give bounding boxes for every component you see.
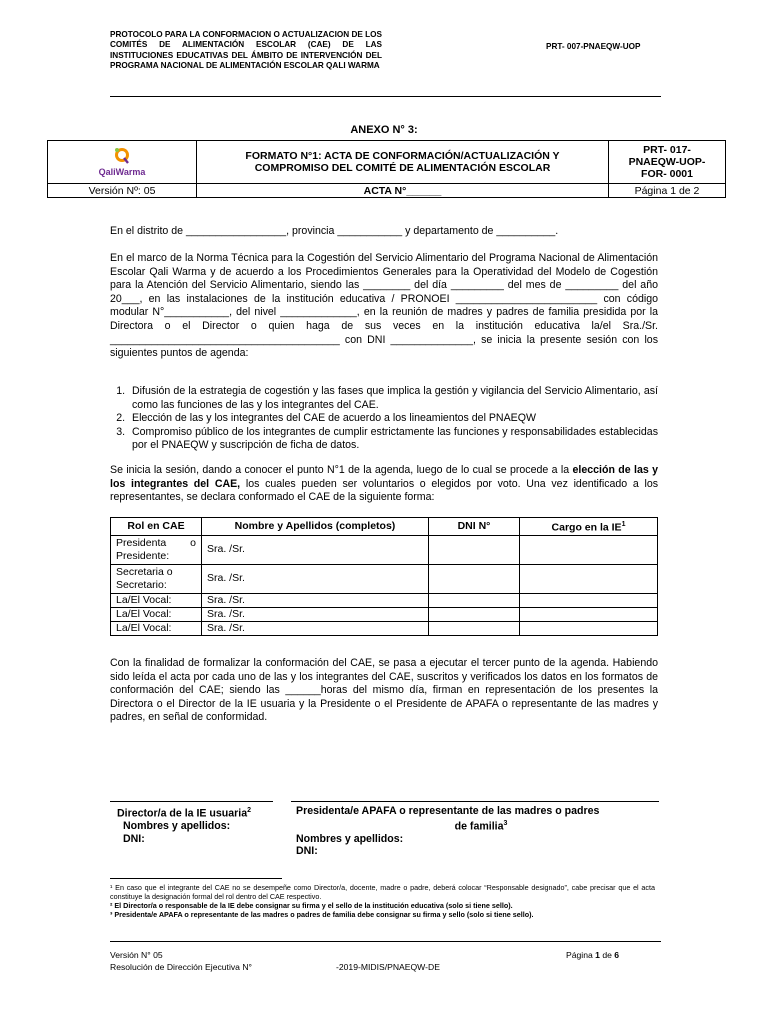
format-version: Versión Nº: 05 [48, 184, 197, 198]
apafa-title-line2-text: de familia [454, 820, 504, 833]
agenda-item: 3. Compromiso público de los integrantes de cumplir estrictamente las funciones y responsabilidades establecidas por el PNAEQW y suscripción de ficha de datos. [128, 426, 658, 453]
format-title-line1: FORMATO N°1: ACTA DE CONFORMACIÓN/ACTUALIZACIÓN Y [245, 150, 560, 162]
header-divider [110, 96, 661, 97]
format-code-line1: PRT- 017- [643, 144, 691, 156]
protocol-title: PROTOCOLO PARA LA CONFORMACION O ACTUALIZACION DE LOS COMITÉS DE ALIMENTACIÓN ESCOLAR (CAE) DE LAS INSTITUCIONES EDUCATIVAS DEL ÁMBITO DE INTERVENCIÓN DEL PROGRAMA NACIONAL DE ALIMENTACIÓN ESCOLAR QALI WARMA [110, 30, 382, 71]
acta-number: ACTA N°______ [197, 184, 609, 198]
dni-cell [429, 593, 520, 607]
format-page: Página 1 de 2 [609, 184, 726, 198]
table-row [111, 535, 658, 564]
agenda-list-container [110, 385, 658, 453]
table-row [111, 621, 658, 635]
dni-cell [429, 535, 520, 564]
format-code-line2: PNAEQW-UOP- [628, 156, 706, 168]
column-header-position [520, 518, 658, 536]
footnote-1 [110, 883, 655, 901]
footer-page-number: 1 [595, 950, 600, 960]
apafa-signature-block [296, 805, 666, 858]
column-header-role: Rol en CAE [111, 518, 202, 536]
annex-title: ANEXO N° 3: [350, 124, 418, 136]
format-title-line2: COMPROMISO DEL COMITÉ DE ALIMENTACIÓN ESCOLAR [254, 162, 551, 174]
footnote-divider [110, 878, 282, 879]
election-paragraph [110, 464, 658, 505]
protocol-code: PRT- 007-PNAEQW-UOP [546, 42, 641, 51]
apafa-title-line2 [296, 818, 666, 833]
table-row [111, 593, 658, 607]
director-title [117, 805, 287, 820]
director-title-text: Director/a de la IE usuaria [117, 807, 248, 820]
qali-warma-logo [99, 147, 146, 177]
footnote-1-text: En caso que el integrante del CAE no se desempeñe como Director/a, docente, madre o padre, deberá colocar “Responsable designado”, cabe precisar que el acta constituye la designación formal del rol dentro del CAE respectivo. [110, 883, 655, 901]
name-cell: Sra. /Sr. [202, 621, 429, 635]
intro-paragraph: En el marco de la Norma Técnica para la Cogestión del Servicio Alimentario del Programa Nacional de Alimentación Escolar Qali Warma y de acuerdo a los Procedimientos Generales para la Operatividad del Modelo de Cogestión para la Atención del Servicio Alimentario, siendo las ________ del día _________ del mes de _________ del año 20___, en las instalaciones de la institución educativa / PRONOEI ________________________ con código modular N°___________, del nivel _____________, en la reunión de madres y padres de familia presidida por la Directora o el Director o quien haga de sus veces en la institución educativa la/el Sra./Sr. _______________________________________ con DNI ______________, se inicia la presente sesión con los siguientes puntos de agenda: [110, 252, 658, 360]
role-cell: Presidenta o Presidente: [111, 535, 202, 564]
apafa-title-line1: Presidenta/e APAFA o representante de las madres o padres [296, 805, 600, 817]
apafa-title-sup: 3 [503, 819, 508, 827]
footer-page [566, 950, 619, 961]
signature-line-director [110, 801, 273, 802]
cae-members-table [110, 517, 658, 636]
footer-divider [110, 941, 661, 942]
dni-cell [429, 621, 520, 635]
footnotes [110, 883, 655, 919]
director-title-sup: 2 [247, 807, 252, 814]
format-header-table [47, 140, 726, 198]
agenda-item: 1. Difusión de la estrategia de cogestión y las fases que implica la gestión y vigilancia del Servicio Alimentario, así como las funciones de las y los integrantes del CAE. [128, 385, 658, 412]
footnote-1-num: ¹ [110, 883, 113, 892]
name-cell: Sra. /Sr. [202, 607, 429, 621]
election-text-b: los cuales pueden ser voluntarios o elegidos por voto. Una vez identificado a los representantes, se declara conformado el CAE de la siguiente forma: [110, 477, 659, 504]
footnote-3: ³ Presidenta/e APAFA o representante de las madres o padres de familia debe consignar su firma y sello (solo si tiene sello). [110, 910, 534, 919]
director-names-label: Nombres y apellidos: [123, 820, 231, 833]
signature-line-apafa [291, 801, 659, 802]
logo-text: QaliWarma [98, 166, 146, 177]
role-cell: La/El Vocal: [111, 607, 202, 621]
column-header-dni: DNI N° [429, 518, 520, 536]
district-paragraph: En el distrito de _________________, provincia ___________ y departamento de __________. [110, 225, 559, 237]
position-cell [520, 621, 658, 635]
column-header-name: Nombre y Apellidos (completos) [202, 518, 429, 536]
name-cell: Sra. /Sr. [202, 535, 429, 564]
table-row [111, 564, 658, 593]
table-header-row [111, 518, 658, 536]
agenda-item: 2. Elección de las y los integrantes del CAE de acuerdo a los lineamientos del PNAEQW [128, 412, 658, 426]
format-code [609, 141, 726, 184]
format-title [197, 141, 609, 184]
director-dni-label: DNI: [123, 832, 145, 845]
footer-version: Versión N° 05 [110, 950, 163, 960]
director-signature-block [117, 805, 287, 845]
role-cell: La/El Vocal: [111, 621, 202, 635]
table-row [111, 607, 658, 621]
footer-page-mid: de [599, 950, 615, 960]
position-header-sup: 1 [621, 521, 626, 528]
role-cell: La/El Vocal: [111, 593, 202, 607]
footnote-2: ² El Director/a o responsable de la IE debe consignar su firma y el sello de la institución educativa (solo si tiene sello). [110, 901, 513, 910]
dni-cell [429, 607, 520, 621]
agenda-list [110, 385, 658, 453]
footer-page-prefix: Página [566, 950, 596, 960]
apafa-names-label: Nombres y apellidos: [296, 832, 404, 845]
apafa-dni-label: DNI: [296, 845, 318, 858]
formalization-paragraph: Con la finalidad de formalizar la conformación del CAE, se pasa a ejecutar el tercer punto de la agenda. Habiendo sido leída el acta por cada uno de las y los integrantes del CAE, suscritos y verificados los datos en los formatos de conformación del CAE; siendo las ______horas del mismo día, firman en representación de los presentes la Directora o el Director de la IE usuaria y la Presidente o el Presidente de APAFA o representante de las madres y padres, en señal de conformidad. [110, 657, 658, 724]
logo-cell [48, 141, 197, 184]
dni-cell [429, 564, 520, 593]
footer-page-total: 6 [614, 950, 620, 960]
position-cell [520, 535, 658, 564]
name-cell: Sra. /Sr. [202, 593, 429, 607]
position-header-text: Cargo en la IE [551, 521, 622, 534]
position-cell [520, 564, 658, 593]
role-cell: Secretaria o Secretario: [111, 564, 202, 593]
format-code-line3: FOR- 0001 [641, 168, 693, 180]
election-text-bold: elección de las y los integrantes del CAE, [110, 464, 658, 490]
qali-warma-logo-icon [111, 147, 133, 165]
election-text-a: Se inicia la sesión, dando a conocer el punto N°1 de la agenda, luego de lo cual se procede a la [110, 464, 573, 476]
footer-resolution-code: -2019-MIDIS/PNAEQW-DE [336, 962, 440, 972]
position-cell [520, 607, 658, 621]
position-cell [520, 593, 658, 607]
footer-resolution: Resolución de Dirección Ejecutiva N° [110, 962, 252, 972]
name-cell: Sra. /Sr. [202, 564, 429, 593]
